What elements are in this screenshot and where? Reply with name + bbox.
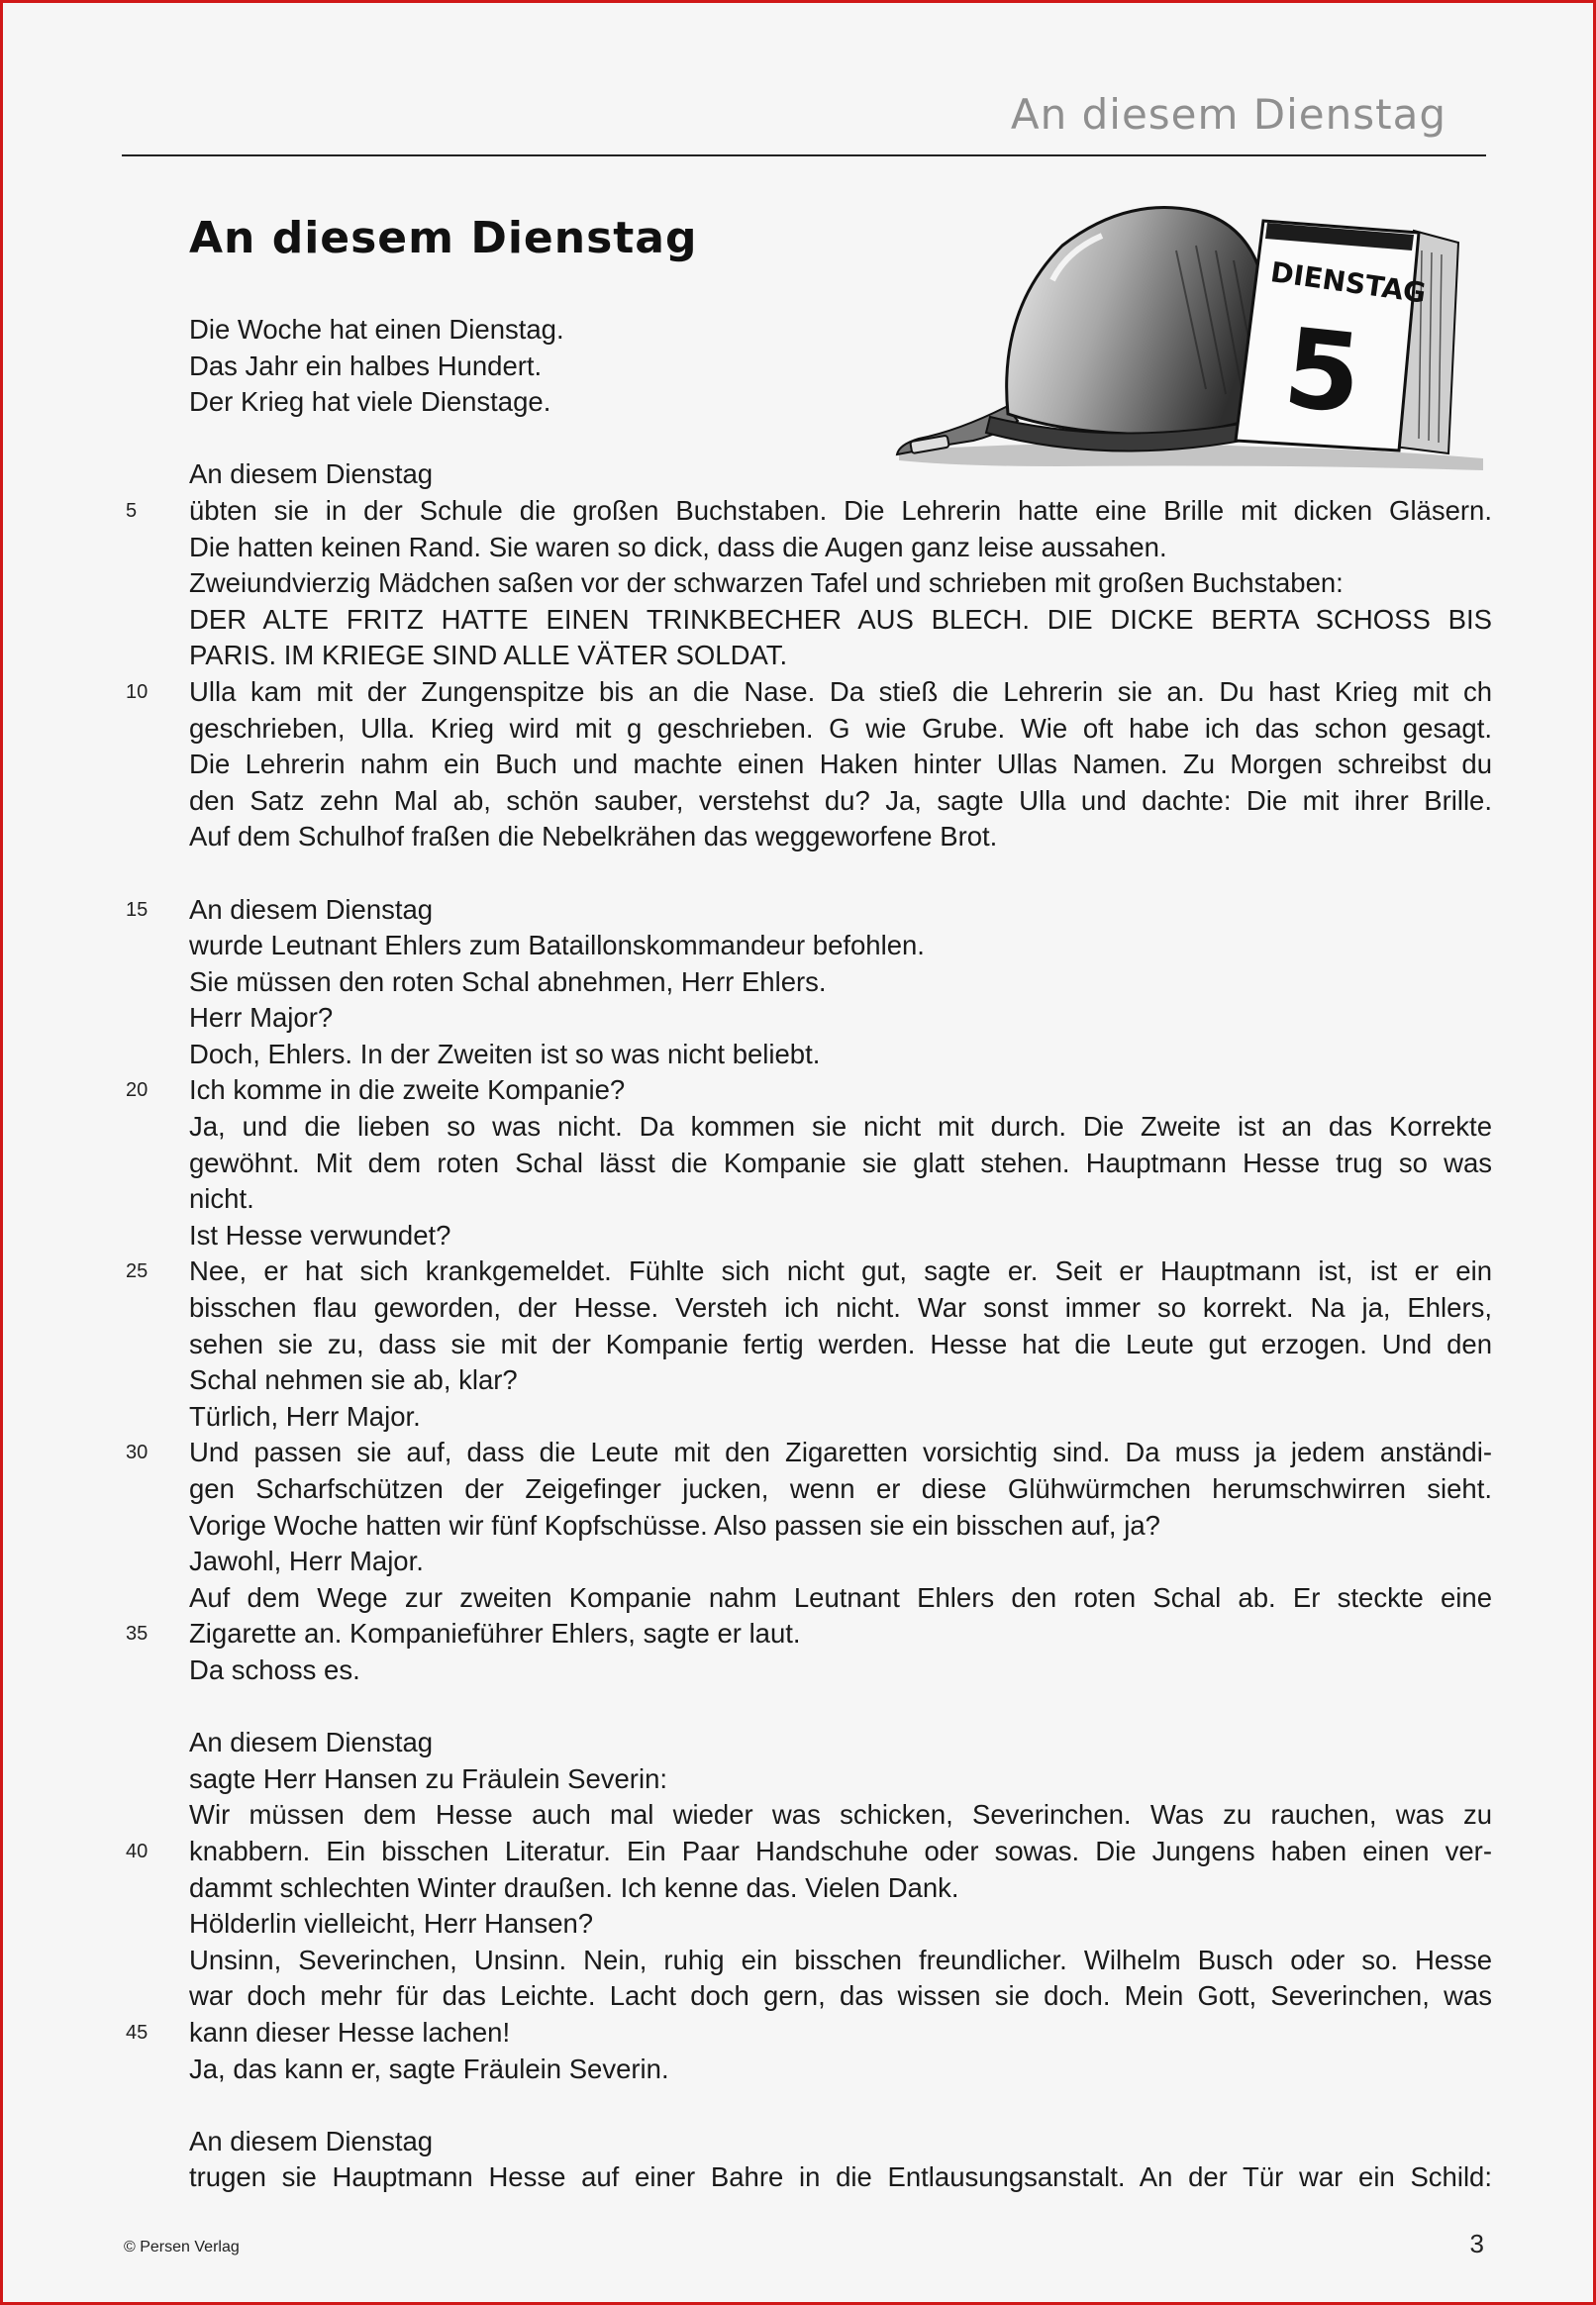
line-text: Jawohl, Herr Major. bbox=[189, 1546, 424, 1577]
line-text: Die Lehrerin nahm ein Buch und machte einen Haken hinter Ullas Namen. Zu Morgen schreibst du bbox=[189, 749, 1492, 780]
line-text: Ich komme in die zweite Kompanie? bbox=[189, 1074, 626, 1106]
line-text: Nee, er hat sich krankgemeldet. Fühlte sich nicht gut, sagte er. Seit er Hauptmann ist, ist er ein bbox=[189, 1255, 1492, 1287]
line-text: Doch, Ehlers. In der Zweiten ist so was nicht beliebt. bbox=[189, 1038, 821, 1069]
text-line bbox=[189, 1218, 1492, 1254]
text-line bbox=[189, 1906, 1492, 1943]
line-text: wurde Leutnant Ehlers zum Bataillonskommandeur befohlen. bbox=[189, 930, 925, 961]
text-line bbox=[189, 1109, 1492, 1146]
line-text: trugen sie Hauptmann Hesse auf einer Bahre in die Entlausungsanstalt. An der Tür war ein Schild: bbox=[189, 2161, 1492, 2193]
header-rule bbox=[122, 154, 1486, 156]
line-text: DER ALTE FRITZ HATTE EINEN TRINKBECHER AUS BLECH. DIE DICKE BERTA SCHOSS BIS bbox=[189, 603, 1492, 635]
line-text: PARIS. IM KRIEGE SIND ALLE VÄTER SOLDAT. bbox=[189, 640, 788, 671]
text-line bbox=[126, 493, 1492, 530]
text-line bbox=[189, 349, 1492, 385]
line-text: Hölderlin vielleicht, Herr Hansen? bbox=[189, 1908, 594, 1940]
text-line bbox=[189, 1508, 1492, 1545]
text-line bbox=[189, 711, 1492, 748]
line-text: Die Woche hat einen Dienstag. bbox=[189, 314, 564, 345]
page-number: 3 bbox=[1469, 2229, 1484, 2258]
text-line bbox=[189, 1327, 1492, 1363]
text-line bbox=[126, 674, 1492, 711]
text-line bbox=[189, 747, 1492, 783]
line-text: den Satz zehn Mal ab, schön sauber, verstehst du? Ja, sagte Ulla und dachte: Die mit ihrer Brille. bbox=[189, 784, 1492, 816]
line-text: kann dieser Hesse lachen! bbox=[189, 2016, 511, 2048]
text-line bbox=[189, 1471, 1492, 1508]
line-number: 10 bbox=[126, 680, 149, 703]
line-text: An diesem Dienstag bbox=[189, 1727, 434, 1758]
text-line bbox=[126, 1616, 1492, 1653]
line-text: Und passen sie auf, dass die Leute mit den Zigaretten vorsichtig sind. Da muss ja jedem anständi- bbox=[189, 1437, 1492, 1468]
line-text: bisschen flau geworden, der Hesse. Versteh ich nicht. War sonst immer so korrekt. Na ja, Ehlers, bbox=[189, 1292, 1492, 1324]
line-number: 30 bbox=[126, 1442, 149, 1464]
line-text: Schal nehmen sie ab, klar? bbox=[189, 1364, 518, 1396]
line-text: Ja, das kann er, sagte Fräulein Severin. bbox=[189, 2053, 669, 2084]
svg-text:5: 5 bbox=[1278, 304, 1367, 439]
copyright-notice: © Persen Verlag bbox=[124, 2239, 240, 2255]
text-line bbox=[189, 2159, 1492, 2196]
line-text: Ja, und die lieben so was nicht. Da kommen sie nicht mit durch. Die Zweite ist an das Korrekte bbox=[189, 1111, 1492, 1143]
line-text: geschrieben, Ulla. Krieg wird mit g geschrieben. G wie Grube. Wie oft habe ich das schon gesagt. bbox=[189, 712, 1492, 744]
line-text: Unsinn, Severinchen, Unsinn. Nein, ruhig ein bisschen freundlicher. Wilhelm Busch oder so. Hesse bbox=[189, 1944, 1492, 1975]
text-line bbox=[189, 1580, 1492, 1617]
line-text: übten sie in der Schule die großen Buchstaben. Die Lehrerin hatte eine Brille mit dicken Gläsern. bbox=[189, 494, 1492, 526]
text-line bbox=[189, 2124, 1492, 2160]
line-text: Ulla kam mit der Zungenspitze bis an die Nase. Da stieß die Lehrerin sie an. Du hast Krieg mit ch bbox=[189, 675, 1492, 707]
text-line bbox=[189, 638, 1492, 674]
text-line bbox=[189, 1761, 1492, 1798]
text-line bbox=[189, 384, 1492, 421]
line-text: dammt schlechten Winter draußen. Ich kenne das. Vielen Dank. bbox=[189, 1871, 959, 1903]
text-line bbox=[126, 1072, 1492, 1109]
text-line bbox=[189, 819, 1492, 855]
line-text: An diesem Dienstag bbox=[189, 893, 434, 925]
text-line bbox=[189, 530, 1492, 566]
text-line bbox=[189, 1943, 1492, 1979]
line-text: Das Jahr ein halbes Hundert. bbox=[189, 350, 543, 381]
text-line bbox=[189, 602, 1492, 639]
line-text: sagte Herr Hansen zu Fräulein Severin: bbox=[189, 1762, 668, 1794]
text-line bbox=[189, 1181, 1492, 1218]
text-line bbox=[189, 1290, 1492, 1327]
line-text: Auf dem Schulhof fraßen die Nebelkrähen das weggeworfene Brot. bbox=[189, 821, 998, 852]
text-line bbox=[189, 964, 1492, 1001]
text-line bbox=[189, 1653, 1492, 1689]
line-text: Ist Hesse verwundet? bbox=[189, 1219, 451, 1251]
text-line bbox=[189, 2052, 1492, 2088]
svg-text:DIENSTAG: DIENSTAG bbox=[1268, 255, 1429, 310]
line-text: Auf dem Wege zur zweiten Kompanie nahm Leutnant Ehlers den roten Schal ab. Er steckte eine bbox=[189, 1581, 1492, 1613]
line-number: 20 bbox=[126, 1079, 149, 1102]
line-text: Die hatten keinen Rand. Sie waren so dick, dass die Augen ganz leise aussahen. bbox=[189, 531, 1167, 562]
line-number: 35 bbox=[126, 1623, 149, 1646]
text-line bbox=[189, 1725, 1492, 1761]
text-line bbox=[126, 1834, 1492, 1870]
body-text bbox=[126, 312, 1492, 2196]
text-line bbox=[189, 1037, 1492, 1073]
line-number: 40 bbox=[126, 1840, 149, 1862]
blank-line bbox=[189, 2087, 1492, 2124]
blank-line bbox=[189, 421, 1492, 457]
text-line bbox=[189, 1146, 1492, 1182]
running-header: An diesem Dienstag bbox=[1010, 90, 1446, 139]
blank-line bbox=[189, 1689, 1492, 1726]
line-number: 25 bbox=[126, 1260, 149, 1283]
text-line bbox=[189, 456, 1492, 493]
text-line bbox=[126, 2015, 1492, 2052]
line-text: Wir müssen dem Hesse auch mal wieder was schicken, Severinchen. Was zu rauchen, was zu bbox=[189, 1799, 1492, 1831]
line-text: Sie müssen den roten Schal abnehmen, Herr Ehlers. bbox=[189, 965, 827, 997]
line-number: 15 bbox=[126, 898, 149, 921]
line-text: An diesem Dienstag bbox=[189, 458, 434, 490]
line-text: Vorige Woche hatten wir fünf Kopfschüsse. Also passen sie ein bisschen auf, ja? bbox=[189, 1509, 1160, 1541]
line-text: Zweiundvierzig Mädchen saßen vor der schwarzen Tafel und schrieben mit großen Buchstaben: bbox=[189, 567, 1344, 599]
line-text: Der Krieg hat viele Dienstage. bbox=[189, 386, 551, 418]
line-text: war doch mehr für das Leichte. Lacht doch gern, das wissen sie doch. Mein Gott, Severinchen, was bbox=[189, 1980, 1492, 2012]
text-line bbox=[126, 1435, 1492, 1471]
blank-line bbox=[189, 855, 1492, 892]
text-line bbox=[189, 1362, 1492, 1399]
text-line bbox=[126, 892, 1492, 929]
text-line bbox=[189, 1978, 1492, 2015]
line-number: 45 bbox=[126, 2021, 149, 2044]
text-line bbox=[189, 1797, 1492, 1834]
line-text: nicht. bbox=[189, 1183, 254, 1215]
text-line bbox=[189, 312, 1492, 349]
line-text: gewöhnt. Mit dem roten Schal lässt die Kompanie sie glatt stehen. Hauptmann Hesse trug so was bbox=[189, 1147, 1492, 1178]
text-line bbox=[189, 1544, 1492, 1580]
line-text: Da schoss es. bbox=[189, 1654, 360, 1685]
text-line bbox=[189, 783, 1492, 820]
line-text: sehen sie zu, dass sie mit der Kompanie fertig werden. Hesse hat die Leute gut erzogen. Und den bbox=[189, 1328, 1492, 1359]
text-line bbox=[189, 1870, 1492, 1907]
line-text: knabbern. Ein bisschen Literatur. Ein Paar Handschuhe oder sowas. Die Jungens haben einen ver- bbox=[189, 1835, 1492, 1866]
line-text: gen Scharfschützen der Zeigefinger jucken, wenn er diese Glühwürmchen herumschwirren sieht. bbox=[189, 1473, 1492, 1504]
text-line bbox=[189, 928, 1492, 964]
text-line bbox=[189, 565, 1492, 602]
text-line bbox=[189, 1399, 1492, 1436]
text-line bbox=[189, 1000, 1492, 1037]
line-text: An diesem Dienstag bbox=[189, 2125, 434, 2156]
page-title: An diesem Dienstag bbox=[189, 213, 698, 263]
line-number: 5 bbox=[126, 499, 138, 522]
line-text: Herr Major? bbox=[189, 1002, 334, 1034]
line-text: Zigarette an. Kompanieführer Ehlers, sagte er laut. bbox=[189, 1618, 801, 1650]
line-text: Türlich, Herr Major. bbox=[189, 1400, 421, 1432]
text-line bbox=[126, 1253, 1492, 1290]
